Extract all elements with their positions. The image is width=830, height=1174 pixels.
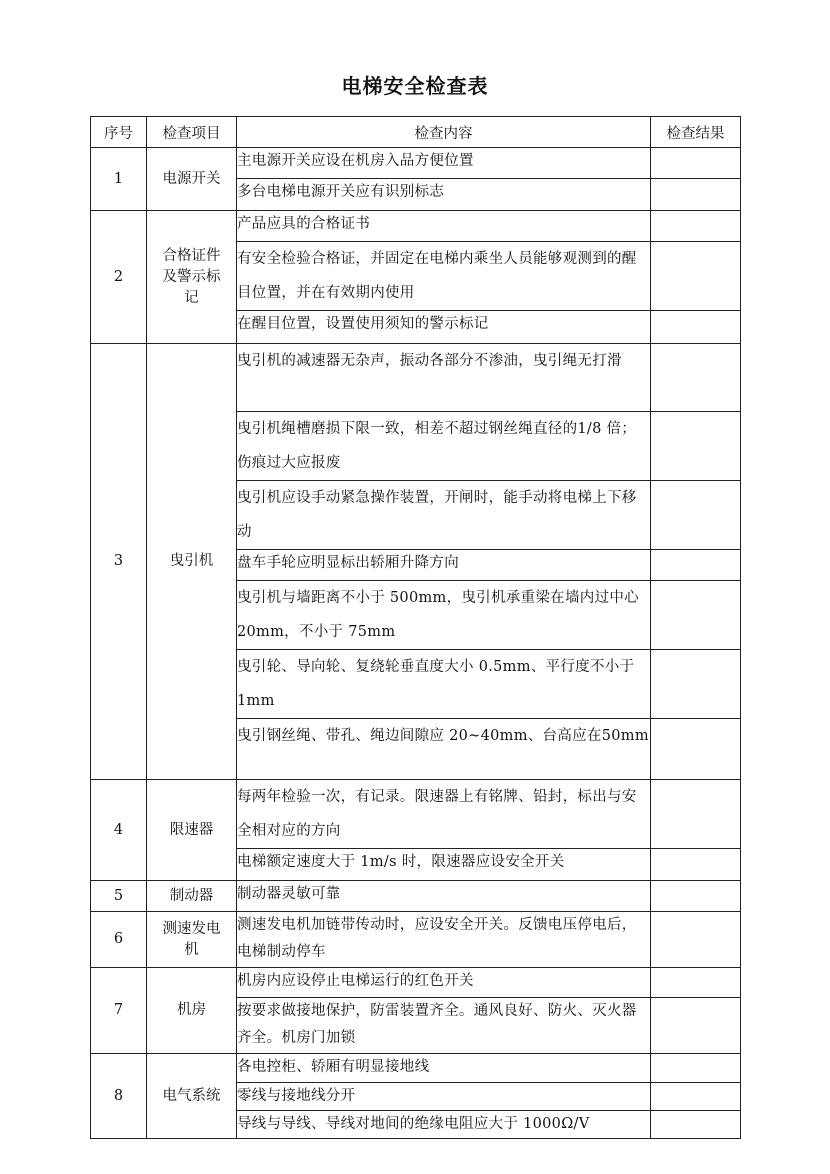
header-content: 检查内容 xyxy=(237,117,651,148)
result-cell[interactable] xyxy=(651,179,741,211)
table-row xyxy=(91,344,741,412)
content-cell: 产品应具的合格证书 xyxy=(237,211,651,242)
item-cell: 制动器 xyxy=(147,881,237,912)
seq-cell: 6 xyxy=(91,912,147,968)
content-cell: 按要求做接地保护，防雷装置齐全。通风良好、防火、灭火器齐全。机房门加锁 xyxy=(237,998,651,1054)
result-cell[interactable] xyxy=(651,148,741,179)
content-cell: 主电源开关应设在机房入品方便位置 xyxy=(237,148,651,179)
content-cell: 曳引机的减速器无杂声，振动各部分不渗油，曳引绳无打滑 xyxy=(237,344,651,412)
content-cell: 测速发电机加链带传动时，应设安全开关。反馈电压停电后，电梯制动停车 xyxy=(237,912,651,968)
content-cell: 有安全检验合格证，并固定在电梯内乘坐人员能够观测到的醒目位置，并在有效期内使用 xyxy=(237,242,651,311)
header-seq: 序号 xyxy=(91,117,147,148)
item-cell: 测速发电机 xyxy=(147,912,237,968)
item-cell: 限速器 xyxy=(147,780,237,881)
header-row xyxy=(91,117,741,148)
seq-cell: 7 xyxy=(91,968,147,1054)
content-cell: 曳引钢丝绳、带孔、绳边间隙应 20~40mm、台高应在50mm xyxy=(237,719,651,780)
seq-cell: 8 xyxy=(91,1054,147,1139)
result-cell[interactable] xyxy=(651,550,741,581)
content-cell: 零线与接地线分开 xyxy=(237,1083,651,1111)
content-cell: 曳引机与墙距离不小于 500mm，曳引机承重梁在墙内过中心 20mm，不小于 75mm xyxy=(237,581,651,650)
item-cell: 电气系统 xyxy=(147,1054,237,1139)
result-cell[interactable] xyxy=(651,780,741,849)
result-cell[interactable] xyxy=(651,912,741,968)
item-cell: 机房 xyxy=(147,968,237,1054)
result-cell[interactable] xyxy=(651,719,741,780)
content-cell: 曳引轮、导向轮、复绕轮垂直度大小 0.5mm、平行度不小于 1mm xyxy=(237,650,651,719)
seq-cell: 2 xyxy=(91,211,147,344)
result-cell[interactable] xyxy=(651,1111,741,1139)
result-cell[interactable] xyxy=(651,998,741,1054)
content-cell: 电梯额定速度大于 1m/s 时，限速器应设安全开关 xyxy=(237,849,651,881)
result-cell[interactable] xyxy=(651,849,741,881)
inspection-table xyxy=(90,116,741,1139)
header-result: 检查结果 xyxy=(651,117,741,148)
result-cell[interactable] xyxy=(651,344,741,412)
table-row xyxy=(91,148,741,179)
result-cell[interactable] xyxy=(651,1054,741,1083)
content-cell: 多台电梯电源开关应有识别标志 xyxy=(237,179,651,211)
page-title: 电梯安全检查表 xyxy=(341,74,489,98)
content-cell: 制动器灵敏可靠 xyxy=(237,881,651,912)
content-cell: 曳引机绳槽磨损下限一致，相差不超过钢丝绳直径的1/8 倍；伤痕过大应报废 xyxy=(237,412,651,481)
table-row xyxy=(91,211,741,242)
result-cell[interactable] xyxy=(651,881,741,912)
content-cell: 在醒目位置，设置使用须知的警示标记 xyxy=(237,311,651,344)
table-row xyxy=(91,968,741,998)
result-cell[interactable] xyxy=(651,481,741,550)
seq-cell: 5 xyxy=(91,881,147,912)
result-cell[interactable] xyxy=(651,412,741,481)
content-cell: 每两年检验一次，有记录。限速器上有铭牌、铅封，标出与安全相对应的方向 xyxy=(237,780,651,849)
table-row xyxy=(91,912,741,968)
result-cell[interactable] xyxy=(651,242,741,311)
content-cell: 导线与导线、导线对地间的绝缘电阻应大于 1000Ω/V xyxy=(237,1111,651,1139)
result-cell[interactable] xyxy=(651,211,741,242)
item-cell: 合格证件及警示标记 xyxy=(147,211,237,344)
item-cell: 电源开关 xyxy=(147,148,237,211)
content-cell: 盘车手轮应明显标出轿厢升降方向 xyxy=(237,550,651,581)
result-cell[interactable] xyxy=(651,968,741,998)
seq-cell: 3 xyxy=(91,344,147,780)
table-row xyxy=(91,1054,741,1083)
header-item: 检查项目 xyxy=(147,117,237,148)
content-cell: 机房内应设停止电梯运行的红色开关 xyxy=(237,968,651,998)
content-cell: 曳引机应设手动紧急操作装置，开闸时，能手动将电梯上下移动 xyxy=(237,481,651,550)
seq-cell: 1 xyxy=(91,148,147,211)
result-cell[interactable] xyxy=(651,1083,741,1111)
table-row xyxy=(91,881,741,912)
item-cell: 曳引机 xyxy=(147,344,237,780)
result-cell[interactable] xyxy=(651,311,741,344)
content-cell: 各电控柜、轿厢有明显接地线 xyxy=(237,1054,651,1083)
result-cell[interactable] xyxy=(651,650,741,719)
seq-cell: 4 xyxy=(91,780,147,881)
table-row xyxy=(91,780,741,849)
result-cell[interactable] xyxy=(651,581,741,650)
